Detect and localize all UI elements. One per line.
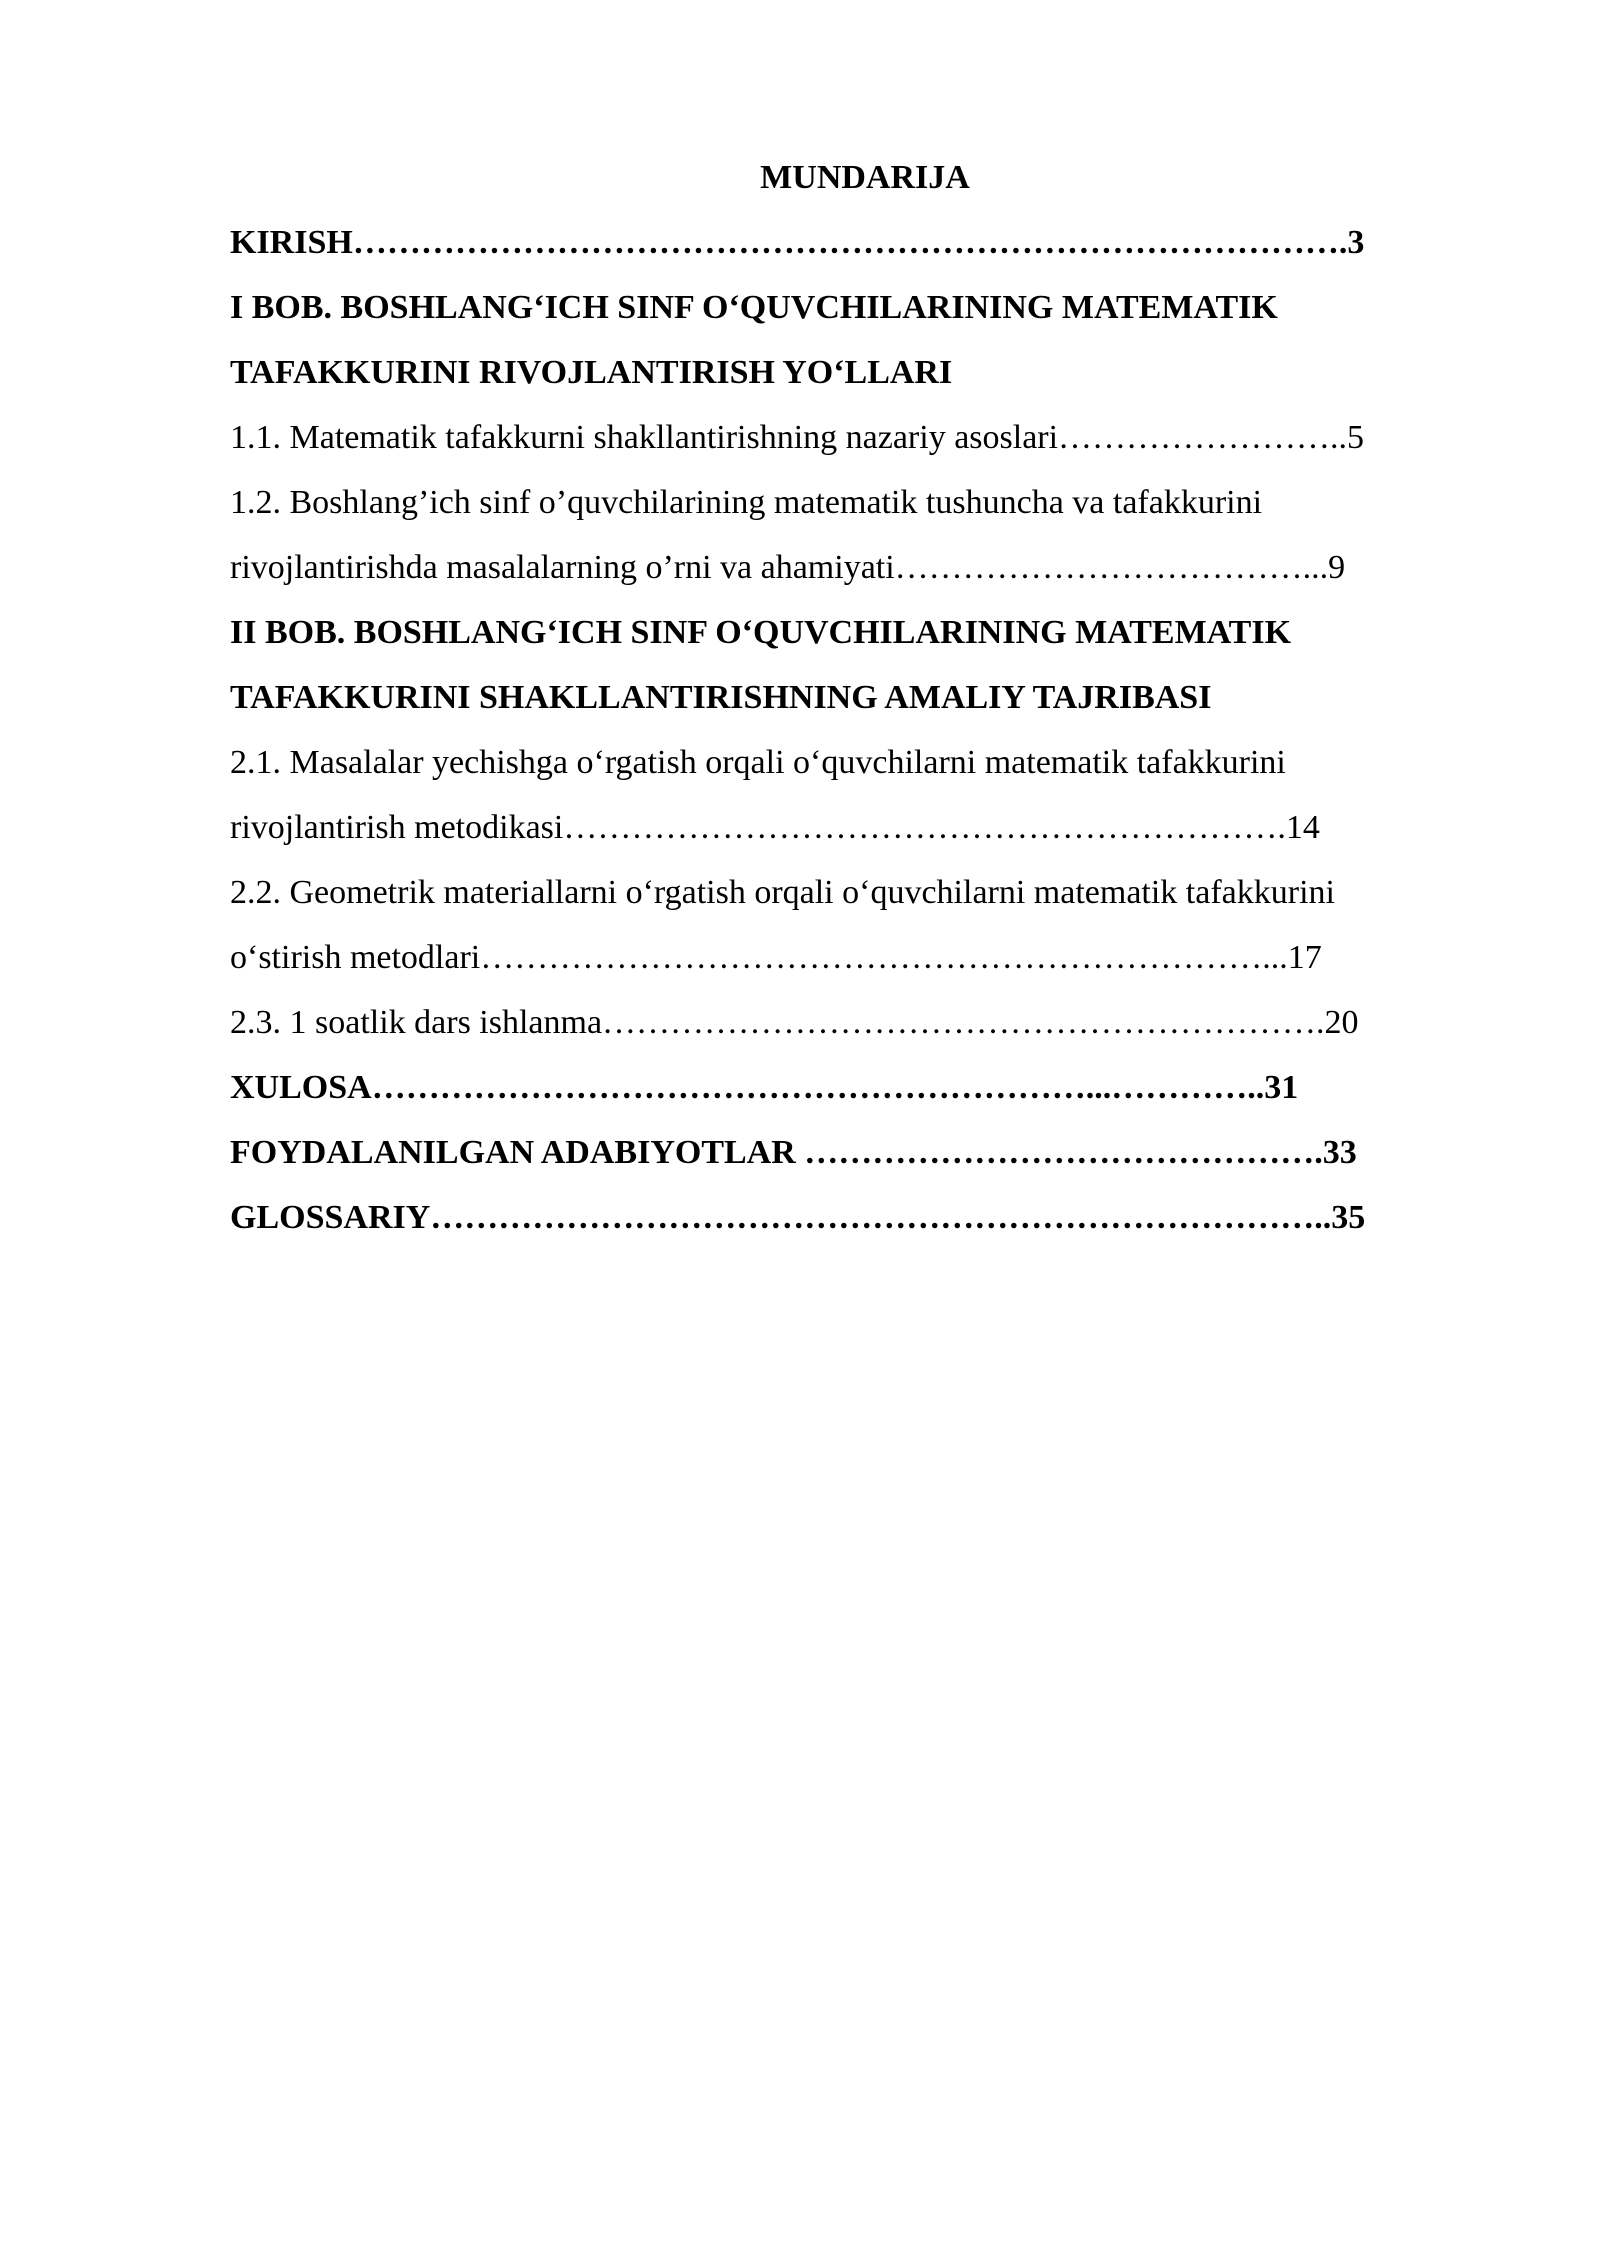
toc-line: 2.3. 1 soatlik dars ishlanma……………………………………………………….20 (230, 1004, 1359, 1041)
toc-line: FOYDALANILGAN ADABIYOTLAR ……………………………………….33 (230, 1134, 1357, 1171)
toc-line: II BOB. BOSHLANG‘ICH SINF O‘QUVCHILARINING MATEMATIK (230, 614, 1292, 651)
toc-line: o‘stirish metodlari……………………………………………………………...17 (230, 939, 1322, 976)
toc-line: TAFAKKURINI RIVOJLANTIRISH YO‘LLARI (230, 354, 953, 391)
toc-line: 2.1. Masalalar yechishga o‘rgatish orqali o‘quvchilarni matematik tafakkurini (230, 744, 1286, 781)
toc-line: TAFAKKURINI SHAKLLANTIRISHNING AMALIY TAJRIBASI (230, 679, 1212, 716)
toc-lines (230, 210, 1500, 1250)
toc-line: GLOSSARIY……………………………………………………………………..35 (230, 1199, 1366, 1236)
toc-line: rivojlantirish metodikasi……………………………………………………….14 (230, 809, 1320, 846)
toc-line: rivojlantirishda masalalarning o’rni va ahamiyati………………………………...9 (230, 549, 1346, 586)
toc-line: I BOB. BOSHLANG‘ICH SINF O‘QUVCHILARINING MATEMATIK (230, 289, 1278, 326)
table-of-contents (230, 145, 1500, 1250)
toc-title: MUNDARIJA (760, 159, 970, 196)
toc-line: XULOSA………………………………………………………...…………..31 (230, 1069, 1299, 1106)
toc-line: 2.2. Geometrik materiallarni o‘rgatish orqali o‘quvchilarni matematik tafakkurini (230, 874, 1335, 911)
toc-line: 1.1. Matematik tafakkurni shakllantirishning nazariy asoslari……………………..5 (230, 419, 1365, 456)
toc-line: 1.2. Boshlang’ich sinf o’quvchilarining matematik tushuncha va tafakkurini (230, 484, 1263, 521)
toc-line: KIRISH…………………………………………………………………………….3 (230, 224, 1365, 261)
